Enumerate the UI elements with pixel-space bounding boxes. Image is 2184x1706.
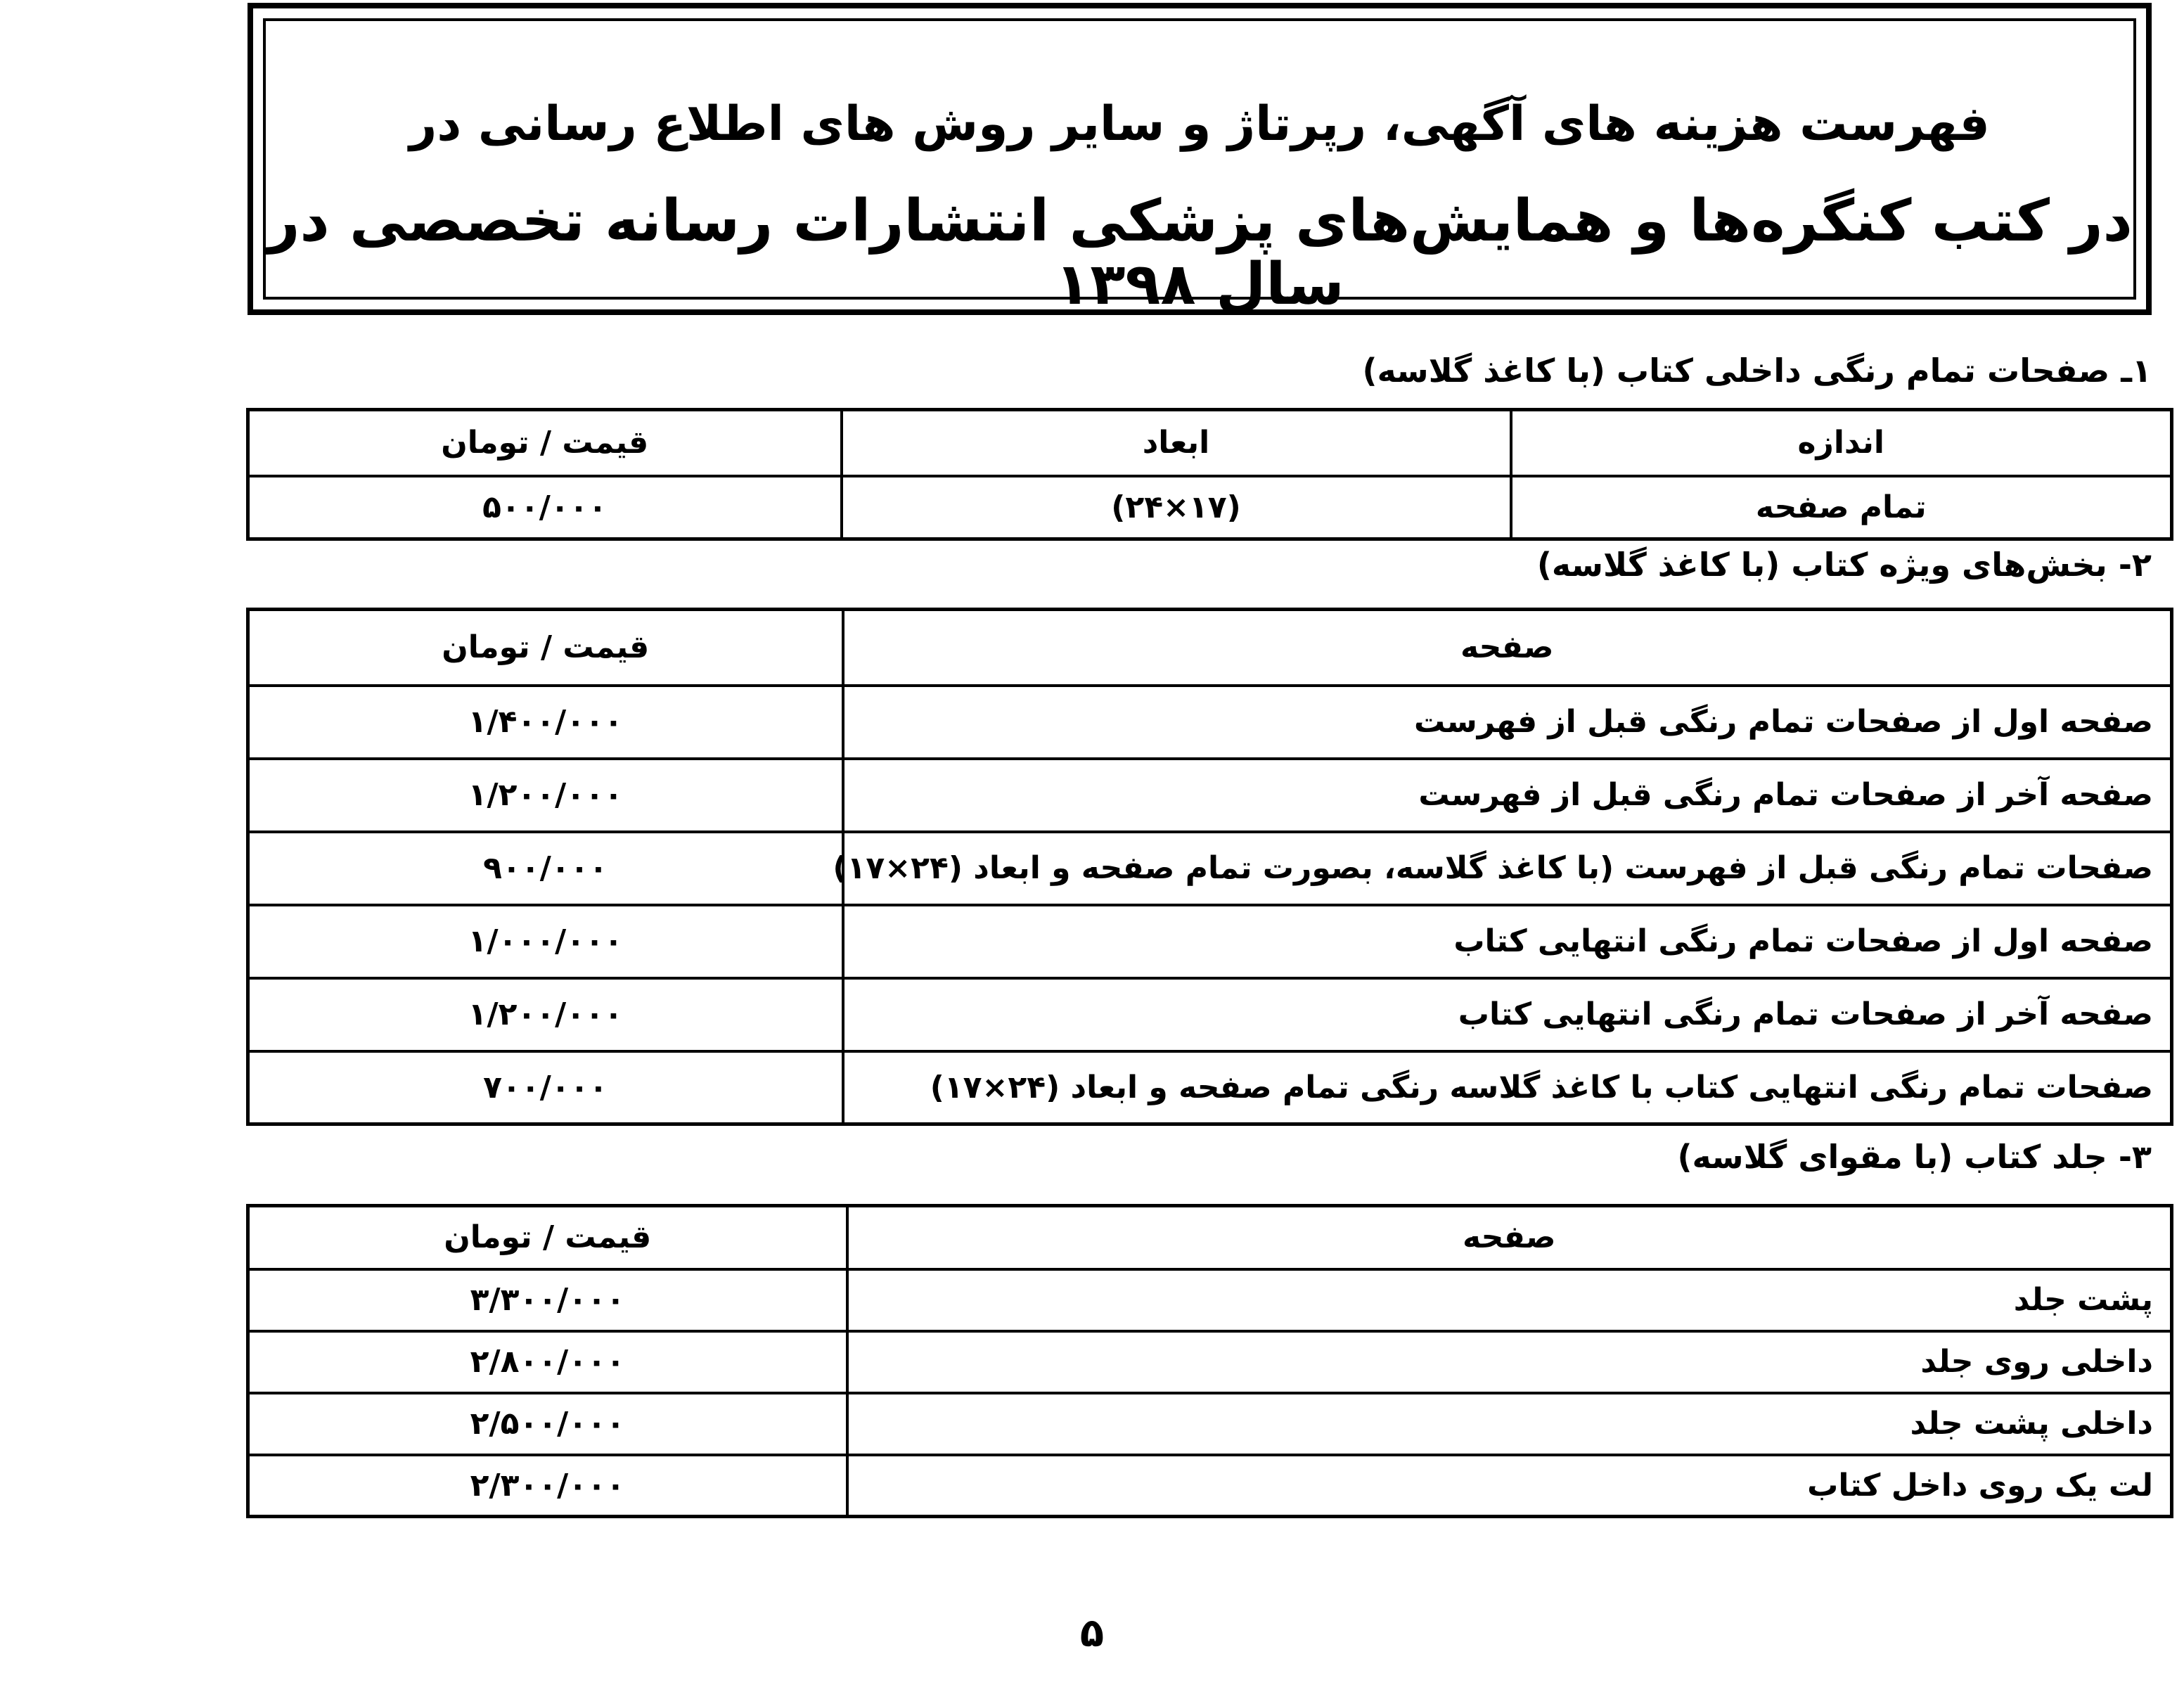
cell-price: ۹۰۰/۰۰۰ [248,832,843,905]
table-row [248,1331,2172,1393]
cell-page: لت یک روی داخل کتاب [847,1455,2172,1517]
cell-page: پشت جلد [847,1269,2172,1331]
header-page: صفحه [847,1206,2172,1269]
cell-price: ۷۰۰/۰۰۰ [248,1051,843,1124]
cell-page: صفحه اول از صفحات تمام رنگی انتهایی کتاب [843,905,2172,978]
title-line-2: در کتب کنگره‌ها و همایش‌های پزشکی انتشارات رسانه تخصصی در سال ۱۳۹۸ [266,188,2133,319]
section-2-header-row [248,610,2172,686]
table-row [248,978,2172,1051]
cell-page: صفحات تمام رنگی انتهایی کتاب با کاغذ گلاسه رنگی تمام صفحه و ابعاد (۲۴×۱۷) [843,1051,2172,1124]
table-row [248,1455,2172,1517]
cell-size: تمام صفحه [1511,476,2172,539]
section-2-table [246,608,2173,1126]
cell-page: صفحات تمام رنگی قبل از فهرست (با کاغذ گلاسه، بصورت تمام صفحه و ابعاد (۲۴×۱۷) [843,832,2172,905]
cell-page: داخلی روی جلد [847,1331,2172,1393]
cell-price: ۱/۰۰۰/۰۰۰ [248,905,843,978]
title-line-1: فهرست هزینه های آگهی، رپرتاژ و سایر روش های اطلاع رسانی در [409,96,1990,152]
table-row [248,1393,2172,1455]
header-size: اندازه [1511,410,2172,476]
cell-price: ۱/۲۰۰/۰۰۰ [248,759,843,832]
cell-page: صفحه اول از صفحات تمام رنگی قبل از فهرست [843,686,2172,759]
table-row [248,905,2172,978]
section-3-table [246,1204,2173,1518]
table-row [248,1051,2172,1124]
cell-price: ۳/۳۰۰/۰۰۰ [248,1269,847,1331]
header-price: قیمت / تومان [248,1206,847,1269]
table-row [248,1269,2172,1331]
section-1-heading: ۱ـ صفحات تمام رنگی داخلی کتاب (با کاغذ گلاسه) [1362,352,2152,390]
header-price: قیمت / تومان [248,610,843,686]
table-row [248,476,2172,539]
table-row [248,832,2172,905]
section-2-heading: ۲- بخش‌های ویژه کتاب (با کاغذ گلاسه) [1536,546,2152,584]
page-number: ۵ [1079,1610,1105,1656]
section-3-heading: ۳- جلد کتاب (با مقوای گلاسه) [1677,1138,2152,1176]
cell-price: ۲/۳۰۰/۰۰۰ [248,1455,847,1517]
header-dimensions: ابعاد [842,410,1511,476]
table-row [248,686,2172,759]
cell-price: ۲/۸۰۰/۰۰۰ [248,1331,847,1393]
cell-price: ۵۰۰/۰۰۰ [248,476,842,539]
section-3-header-row [248,1206,2172,1269]
title-box-inner-border [263,18,2136,319]
header-page: صفحه [843,610,2172,686]
cell-page: صفحه آخر از صفحات تمام رنگی قبل از فهرست [843,759,2172,832]
cell-page: صفحه آخر از صفحات تمام رنگی انتهایی کتاب [843,978,2172,1051]
cell-dimensions: (۱۷×۲۴) [842,476,1511,539]
title-box [248,3,2152,319]
section-1-table [246,408,2173,541]
cell-price: ۲/۵۰۰/۰۰۰ [248,1393,847,1455]
cell-page: داخلی پشت جلد [847,1393,2172,1455]
cell-price: ۱/۲۰۰/۰۰۰ [248,978,843,1051]
section-1-header-row [248,410,2172,476]
cell-price: ۱/۴۰۰/۰۰۰ [248,686,843,759]
table-row [248,759,2172,832]
header-price: قیمت / تومان [248,410,842,476]
